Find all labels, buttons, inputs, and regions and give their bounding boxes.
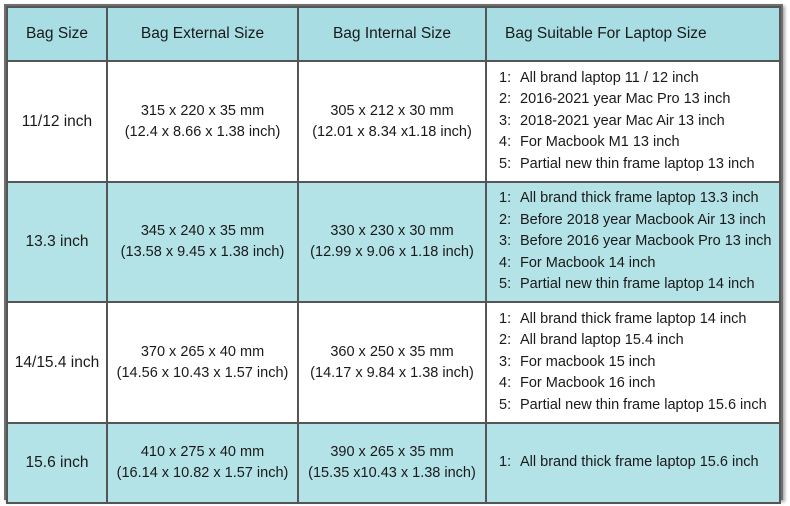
item-text: All brand thick frame laptop 14 inch [520, 310, 747, 327]
header-external-size: Bag External Size [107, 7, 298, 61]
internal-inch: (14.17 x 9.84 x 1.38 inch) [310, 364, 474, 381]
suitable-laptop-cell [486, 302, 780, 423]
header-row [7, 7, 780, 61]
list-item [499, 452, 779, 474]
internal-size-cell [298, 302, 486, 423]
table-row [7, 182, 780, 302]
list-item [499, 330, 779, 352]
list-item [499, 89, 779, 111]
external-size-cell [107, 182, 298, 302]
external-inch: (12.4 x 8.66 x 1.38 inch) [124, 123, 281, 140]
item-number: 2: [499, 91, 512, 108]
item-text: For Macbook 16 inch [520, 375, 656, 392]
list-item [499, 188, 779, 210]
item-text: All brand thick frame laptop 15.6 inch [520, 454, 759, 471]
internal-size-cell [298, 182, 486, 302]
external-size-cell [107, 61, 298, 182]
list-item [499, 111, 779, 133]
laptop-list [499, 309, 779, 417]
header-suitable-laptop: Bag Suitable For Laptop Size [486, 7, 780, 61]
table-row [7, 302, 780, 423]
list-item [499, 309, 779, 331]
list-item [499, 395, 779, 417]
list-item [499, 352, 779, 374]
item-number: 1: [499, 454, 512, 471]
item-number: 3: [499, 353, 512, 370]
external-inch: (16.14 x 10.82 x 1.57 inch) [116, 465, 289, 481]
external-mm: 345 x 240 x 35 mm [140, 223, 265, 239]
list-item [499, 231, 779, 253]
table-row [7, 61, 780, 182]
item-number: 4: [499, 134, 512, 151]
header-internal-size: Bag Internal Size [298, 7, 486, 61]
internal-mm: 390 x 265 x 35 mm [330, 444, 454, 460]
suitable-laptop-cell [486, 423, 780, 503]
item-text: All brand laptop 15.4 inch [520, 332, 684, 349]
internal-inch: (15.35 x10.43 x 1.38 inch) [308, 465, 476, 481]
table-row [7, 423, 780, 503]
item-number: 2: [499, 332, 512, 349]
item-number: 3: [499, 112, 512, 129]
item-text: For macbook 15 inch [520, 353, 656, 370]
external-mm: 410 x 275 x 40 mm [140, 444, 265, 460]
internal-mm: 360 x 250 x 35 mm [330, 343, 454, 360]
item-text: All brand laptop 11 / 12 inch [520, 69, 699, 86]
internal-size-cell [298, 423, 486, 503]
external-inch: (13.58 x 9.45 x 1.38 inch) [120, 244, 285, 260]
internal-mm: 305 x 212 x 30 mm [330, 102, 454, 119]
item-number: 5: [499, 396, 512, 413]
external-size-cell [107, 302, 298, 423]
item-text: All brand thick frame laptop 13.3 inch [520, 190, 759, 207]
list-item [499, 210, 779, 232]
item-number: 4: [499, 375, 512, 392]
list-item [499, 274, 779, 296]
size-table [6, 6, 781, 504]
header-bag-size: Bag Size [7, 7, 107, 61]
suitable-laptop-cell [486, 182, 780, 302]
laptop-list [499, 452, 779, 474]
item-number: 5: [499, 155, 512, 172]
external-mm: 370 x 265 x 40 mm [140, 343, 265, 360]
list-item [499, 68, 779, 90]
laptop-list [499, 188, 779, 296]
item-number: 3: [499, 233, 512, 250]
external-mm: 315 x 220 x 35 mm [140, 102, 265, 119]
internal-mm: 330 x 230 x 30 mm [330, 223, 454, 239]
bag-size-cell: 14/15.4 inch [7, 302, 107, 423]
bag-size-cell: 13.3 inch [7, 182, 107, 302]
suitable-laptop-cell [486, 61, 780, 182]
size-chart [4, 4, 783, 500]
item-number: 5: [499, 276, 512, 293]
bag-size-cell: 15.6 inch [7, 423, 107, 503]
internal-inch: (12.01 x 8.34 x1.18 inch) [312, 123, 472, 140]
item-number: 4: [499, 254, 512, 271]
item-text: Partial new thin frame laptop 13 inch [520, 155, 755, 172]
item-text: For Macbook 14 inch [520, 254, 656, 271]
item-text: For Macbook M1 13 inch [520, 134, 680, 151]
item-text: 2016-2021 year Mac Pro 13 inch [520, 91, 731, 108]
item-text: 2018-2021 year Mac Air 13 inch [520, 112, 725, 129]
list-item [499, 253, 779, 275]
list-item [499, 154, 779, 176]
item-text: Before 2018 year Macbook Air 13 inch [520, 211, 766, 228]
item-number: 1: [499, 69, 512, 86]
laptop-list [499, 68, 779, 176]
list-item [499, 373, 779, 395]
item-text: Partial new thin frame laptop 15.6 inch [520, 396, 767, 413]
internal-inch: (12.99 x 9.06 x 1.18 inch) [310, 244, 474, 260]
item-text: Partial new thin frame laptop 14 inch [520, 276, 755, 293]
external-inch: (14.56 x 10.43 x 1.57 inch) [116, 364, 289, 381]
item-number: 1: [499, 190, 512, 207]
item-number: 1: [499, 310, 512, 327]
item-text: Before 2016 year Macbook Pro 13 inch [520, 233, 772, 250]
list-item [499, 132, 779, 154]
item-number: 2: [499, 211, 512, 228]
external-size-cell [107, 423, 298, 503]
internal-size-cell [298, 61, 486, 182]
bag-size-cell: 11/12 inch [7, 61, 107, 182]
